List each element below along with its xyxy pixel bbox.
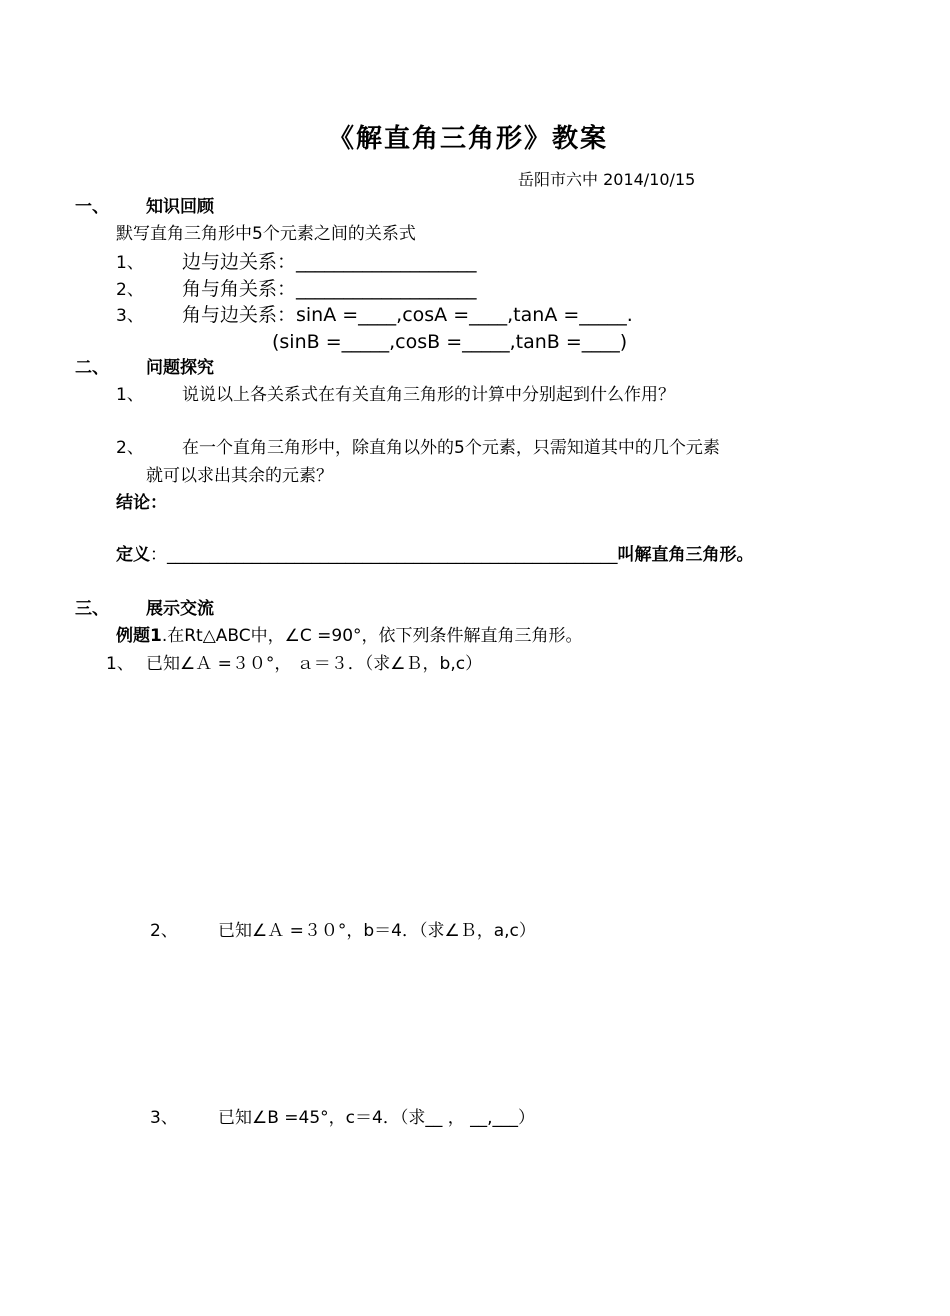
example-1 (116, 628, 583, 645)
author-date: 岳阳市六中 2014/10/15 (518, 170, 696, 189)
question-2-number: 2、 (116, 438, 144, 458)
section-3-number: 三、 (75, 599, 109, 619)
item-2-number: 2、 (116, 280, 144, 300)
question-2-line-2: 就可以求出其余的元素？ (146, 466, 333, 486)
example-label: 例题1 (116, 626, 162, 646)
problem-2-number: 2、 (150, 921, 178, 941)
section-2-heading: 问题探究 (146, 358, 214, 378)
question-2-line-1: 在一个直角三角形中，除直角以外的5个元素，只需知道其中的几个元素 (182, 438, 720, 458)
section-1-intro: 默写直角三角形中5个元素之间的关系式 (116, 224, 416, 244)
page-title: 《解直角三角形》教案 (328, 124, 609, 154)
problem-3-number: 3、 (150, 1108, 178, 1128)
problem-1-number: 1、 (106, 654, 134, 674)
question-1-number: 1、 (116, 385, 144, 405)
problem-3-text: 已知∠B =45°，c＝4．（求__ ， __,___） (218, 1108, 536, 1128)
section-1-heading: 知识回顾 (146, 197, 214, 217)
section-2-number: 二、 (75, 358, 109, 378)
definition-end: 叫解直角三角形。 (617, 545, 754, 565)
item-1-text: 边与边关系：___________________ (182, 251, 477, 273)
item-2-text: 角与角关系：___________________ (182, 278, 477, 300)
problem-1-text: 已知∠Ａ =３０°， ａ＝３．（求∠Ｂ，b,c） (146, 654, 483, 674)
definition-line (116, 547, 754, 564)
item-1-number: 1、 (116, 253, 144, 273)
conclusion-label: 结论： (116, 493, 167, 513)
item-3-number: 3、 (116, 306, 144, 326)
question-1-text: 说说以上各关系式在有关直角三角形的计算中分别起到什么作用？ (182, 385, 675, 405)
section-1-number: 一、 (75, 197, 109, 217)
item-3-continued: (sinB =_____,cosB =_____,tanB =____) (272, 331, 628, 353)
definition-blank: ：_____________________________________________________ (150, 545, 618, 565)
problem-2-text: 已知∠Ａ =３０°，b＝4．（求∠Ｂ，a,c） (218, 921, 536, 941)
item-3-text: 角与边关系：sinA =____,cosA =____,tanA =_____. (182, 304, 633, 326)
section-3-heading: 展示交流 (146, 599, 214, 619)
example-text: .在Rt△ABC中，∠C =90°，依下列条件解直角三角形。 (161, 626, 583, 646)
definition-label: 定义 (116, 545, 150, 565)
